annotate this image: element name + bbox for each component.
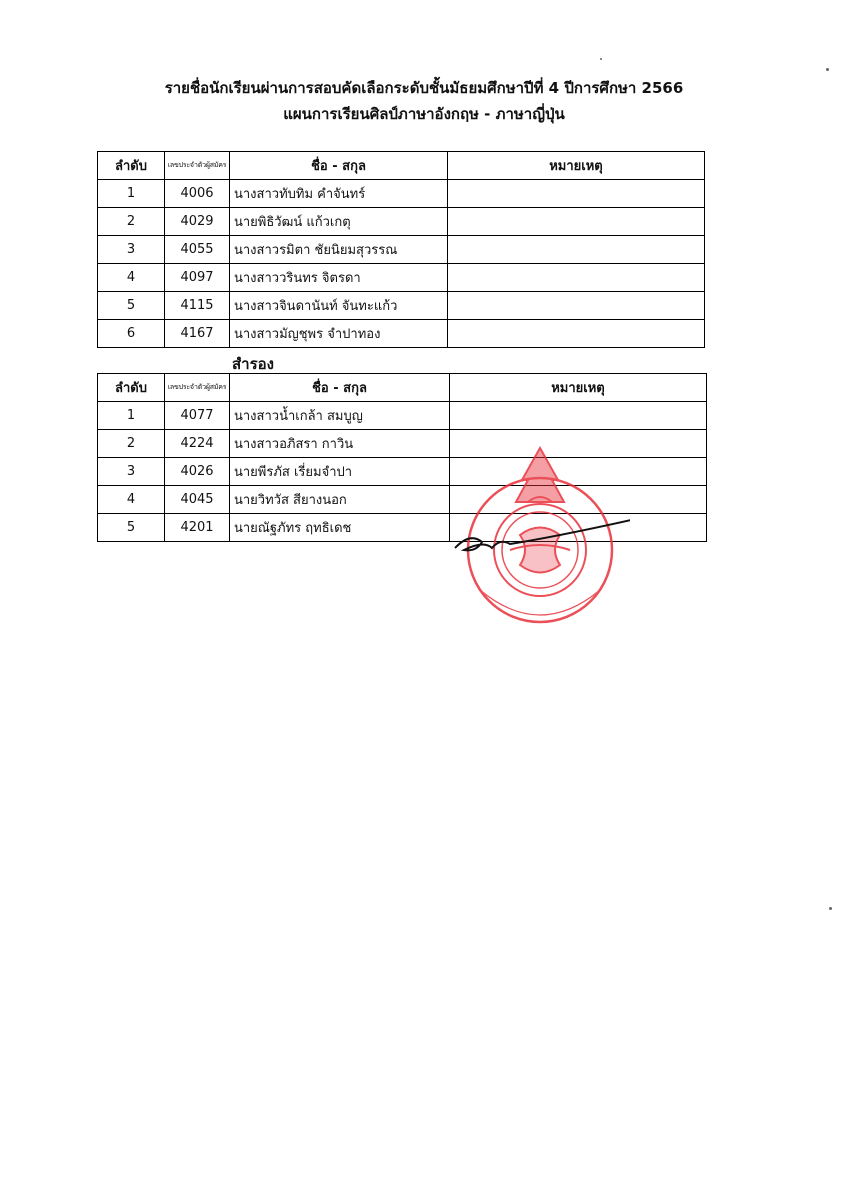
main-table xyxy=(97,151,705,348)
header-no: ลำดับ xyxy=(98,152,165,180)
row-number: 5 xyxy=(98,514,165,542)
student-name: นางสาวรมิตา ชัยนิยมสุวรรณ xyxy=(230,236,448,264)
remark xyxy=(448,180,705,208)
header-note: หมายเหตุ xyxy=(450,374,707,402)
student-name: นายณัฐภัทร ฤทธิเดช xyxy=(230,514,450,542)
table-row xyxy=(98,180,705,208)
remark xyxy=(450,402,707,430)
table-row xyxy=(98,402,707,430)
applicant-id: 4026 xyxy=(165,458,230,486)
applicant-id: 4167 xyxy=(165,320,230,348)
header-no: ลำดับ xyxy=(98,374,165,402)
scan-speck xyxy=(600,58,602,60)
student-name: นางสาวอภิสรา กาวิน xyxy=(230,430,450,458)
row-number: 2 xyxy=(98,430,165,458)
row-number: 6 xyxy=(98,320,165,348)
applicant-id: 4224 xyxy=(165,430,230,458)
header-note: หมายเหตุ xyxy=(448,152,705,180)
header-id: เลขประจำตัวผู้สมัคร xyxy=(165,374,230,402)
table-row xyxy=(98,264,705,292)
student-name: นายพีรภัส เรี่ยมจำปา xyxy=(230,458,450,486)
row-number: 1 xyxy=(98,180,165,208)
remark xyxy=(448,236,705,264)
student-name: นางสาววรินทร จิตรดา xyxy=(230,264,448,292)
remark xyxy=(448,292,705,320)
header-name: ชื่อ - สกุล xyxy=(230,152,448,180)
row-number: 4 xyxy=(98,486,165,514)
applicant-id: 4045 xyxy=(165,486,230,514)
header-name: ชื่อ - สกุล xyxy=(230,374,450,402)
applicant-id: 4115 xyxy=(165,292,230,320)
scan-speck xyxy=(829,907,832,910)
student-name: นางสาวน้ำเกล้า สมบูญ xyxy=(230,402,450,430)
student-name: นางสาวจินดานันท์ จันทะแก้ว xyxy=(230,292,448,320)
applicant-id: 4029 xyxy=(165,208,230,236)
row-number: 4 xyxy=(98,264,165,292)
table-header-row xyxy=(98,374,707,402)
school-seal-stamp xyxy=(440,440,630,630)
table-header-row xyxy=(98,152,705,180)
remark xyxy=(448,320,705,348)
remark xyxy=(448,208,705,236)
row-number: 3 xyxy=(98,236,165,264)
reserve-heading: สำรอง xyxy=(232,355,274,373)
applicant-id: 4055 xyxy=(165,236,230,264)
table-row xyxy=(98,292,705,320)
row-number: 5 xyxy=(98,292,165,320)
table-row xyxy=(98,320,705,348)
applicant-id: 4077 xyxy=(165,402,230,430)
applicant-id: 4201 xyxy=(165,514,230,542)
row-number: 2 xyxy=(98,208,165,236)
student-name: นายพิธิวัฒน์ แก้วเกตุ xyxy=(230,208,448,236)
row-number: 1 xyxy=(98,402,165,430)
page-subtitle: แผนการเรียนศิลป์ภาษาอังกฤษ - ภาษาญี่ปุ่น xyxy=(283,105,565,123)
student-name: นางสาวทับทิม คำจันทร์ xyxy=(230,180,448,208)
row-number: 3 xyxy=(98,458,165,486)
page-title: รายชื่อนักเรียนผ่านการสอบคัดเลือกระดับชั้นมัธยมศึกษาปีที่ 4 ปีการศึกษา 2566 xyxy=(164,79,684,97)
applicant-id: 4097 xyxy=(165,264,230,292)
table-row xyxy=(98,236,705,264)
header-id: เลขประจำตัวผู้สมัคร xyxy=(165,152,230,180)
student-name: นายวิทวัส สียางนอก xyxy=(230,486,450,514)
scan-speck xyxy=(826,68,829,71)
applicant-id: 4006 xyxy=(165,180,230,208)
remark xyxy=(448,264,705,292)
table-row xyxy=(98,208,705,236)
student-name: นางสาวมัญชุพร จำปาทอง xyxy=(230,320,448,348)
